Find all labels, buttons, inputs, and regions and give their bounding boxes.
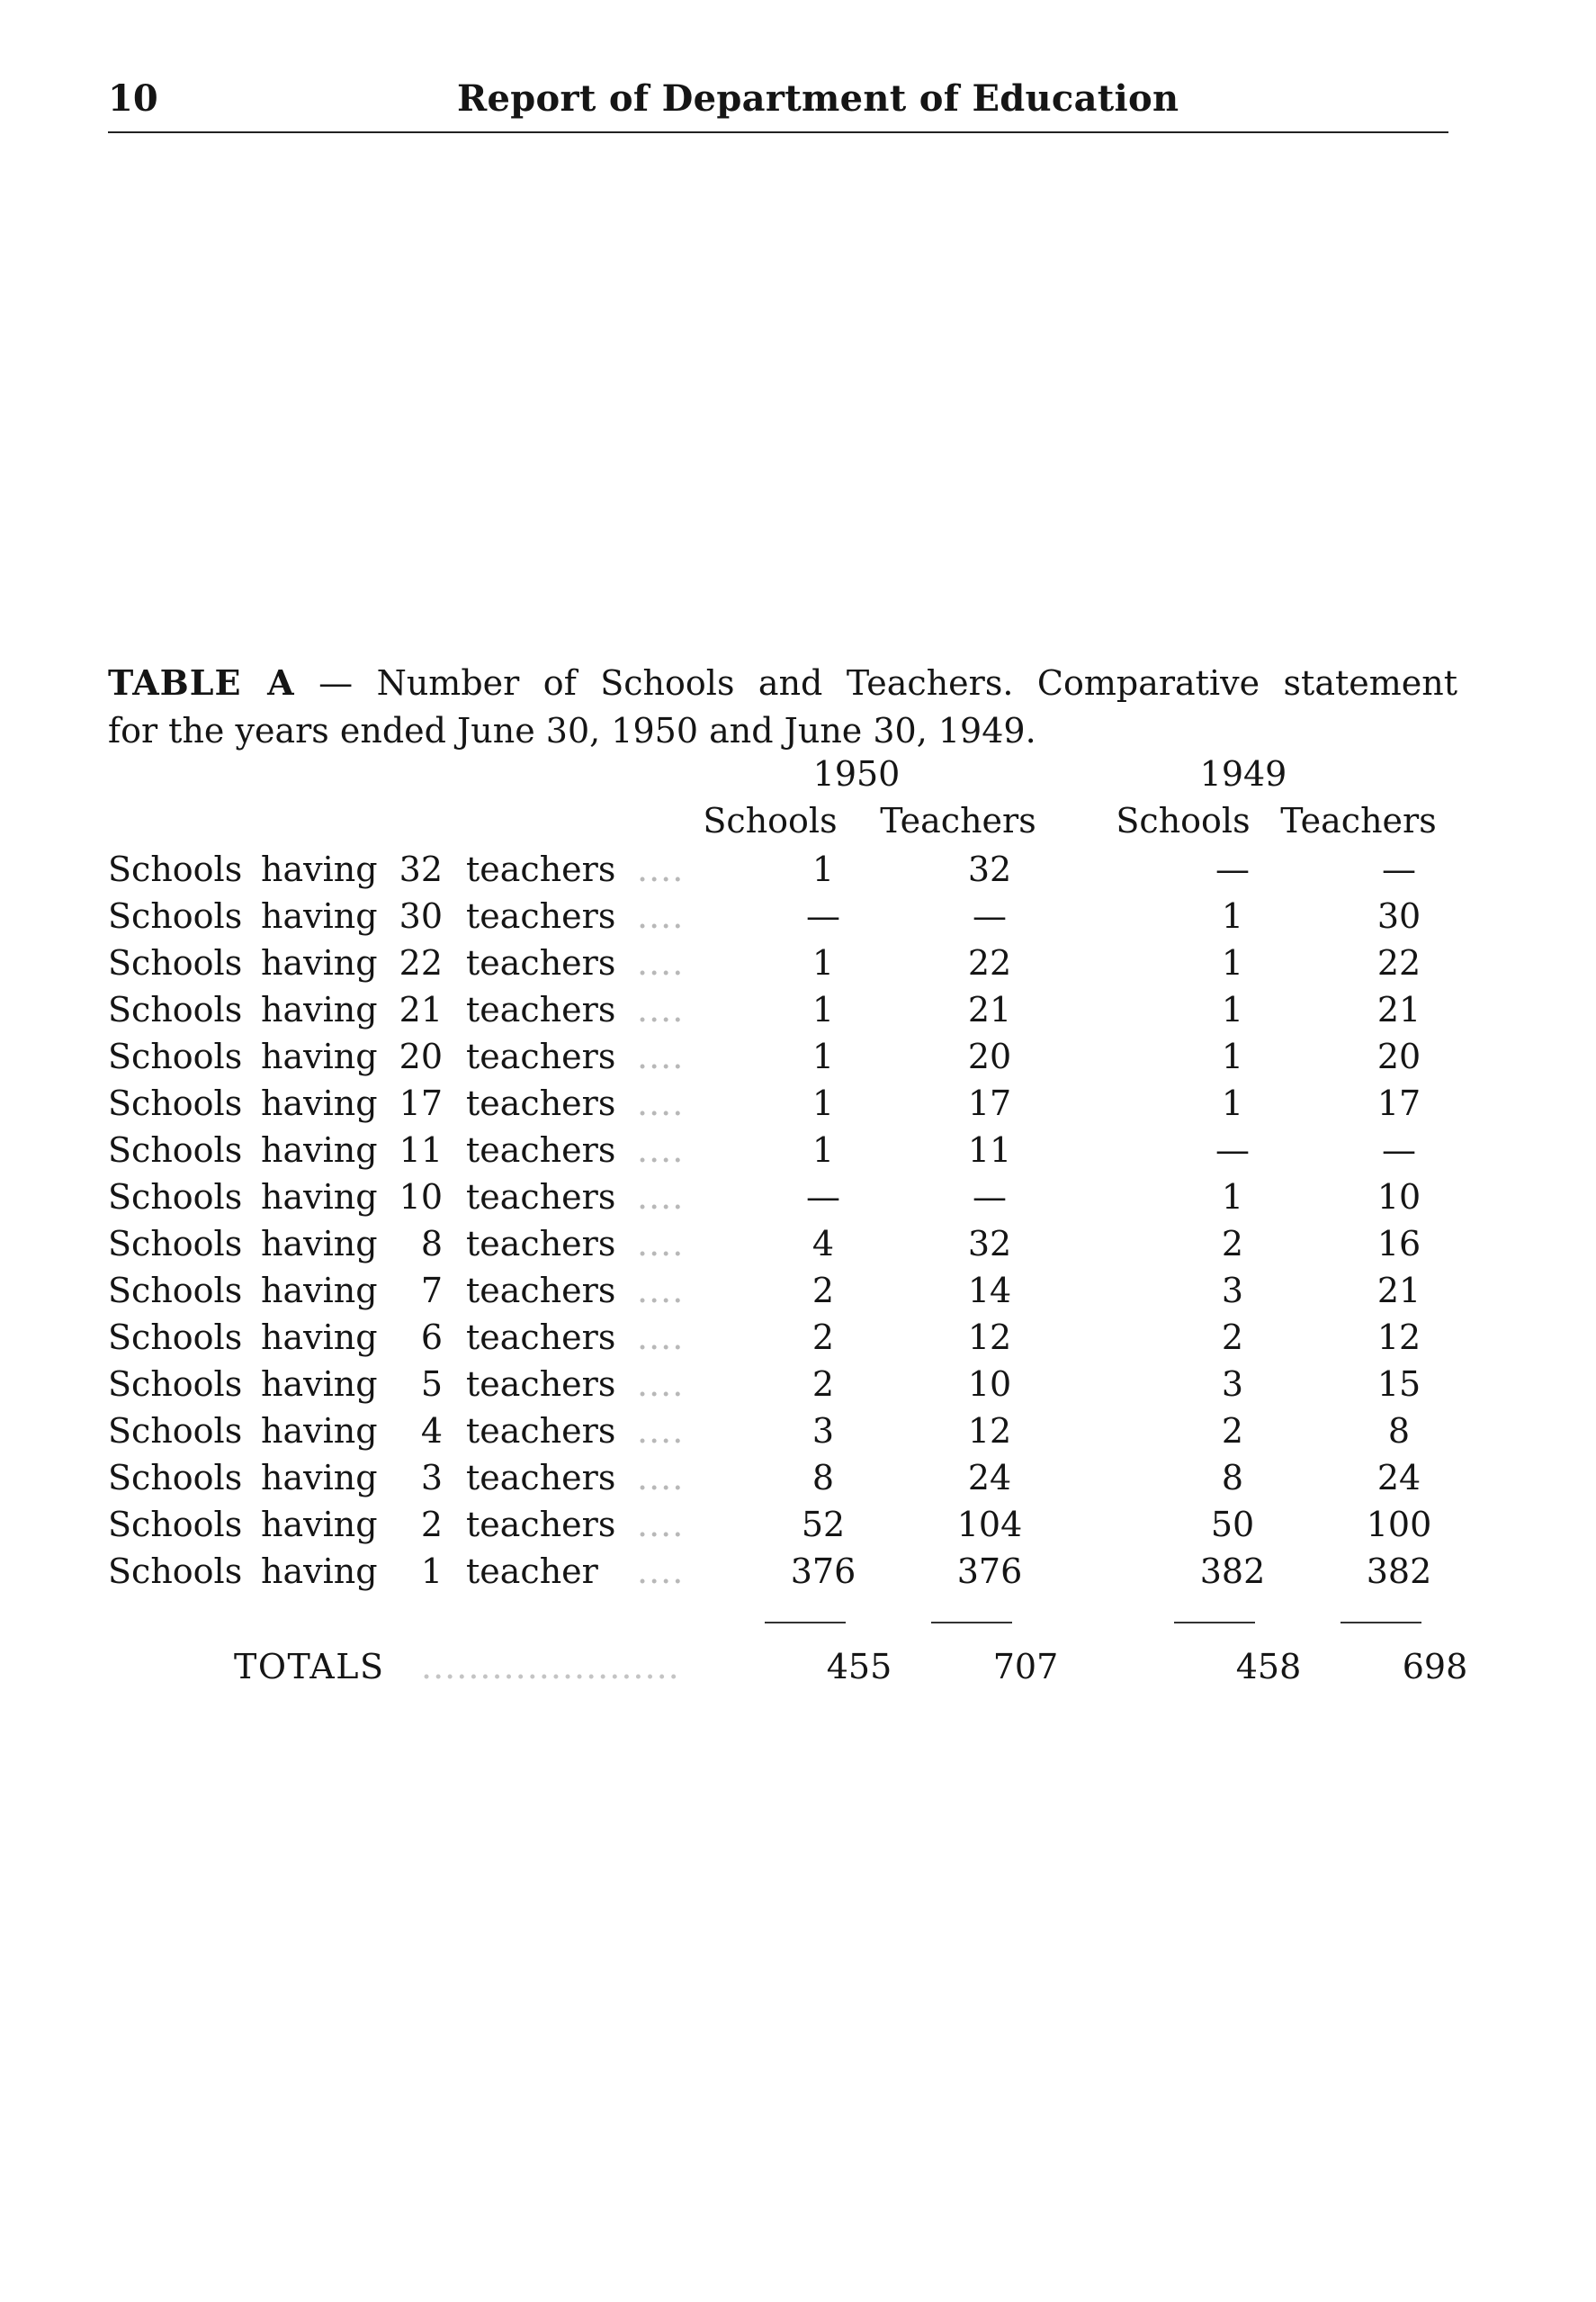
- running-head: Report of Department of Education: [457, 77, 1179, 120]
- cell-schools-1950: 2: [811, 1364, 835, 1404]
- row-label-word: Schools: [108, 1224, 243, 1263]
- totals-teachers-1950: 707: [992, 1647, 1059, 1686]
- row-label-word: Schools: [108, 850, 243, 889]
- table-row: [108, 1130, 1457, 1177]
- dot-leader: ....: [637, 1177, 685, 1217]
- table-row: [108, 896, 1457, 943]
- cell-schools-1950: 8: [811, 1458, 835, 1497]
- row-label-unit: teachers: [466, 850, 616, 889]
- dot-leader: ....: [637, 1224, 685, 1263]
- totals-label: TOTALS: [234, 1647, 385, 1686]
- row-teacher-count: 1: [420, 1551, 443, 1591]
- cell-teachers-1950: 24: [967, 1458, 1012, 1497]
- cell-schools-1950: 1: [811, 850, 835, 889]
- cell-teachers-1949: 382: [1366, 1551, 1432, 1591]
- caption-line-2: for the years ended June 30, 1950 and June 30, 1949.: [108, 711, 1036, 751]
- cell-teachers-1949: —: [1382, 1130, 1416, 1170]
- row-label-word: having: [261, 896, 378, 936]
- table-row: [108, 1177, 1457, 1224]
- cell-schools-1950: 2: [811, 1317, 835, 1357]
- row-label-word: Schools: [108, 1084, 243, 1123]
- year-heading-1950: 1950: [812, 754, 901, 794]
- cell-schools-1950: 52: [801, 1505, 846, 1544]
- row-label-word: having: [261, 1411, 378, 1451]
- year-heading-1949: 1949: [1199, 754, 1287, 794]
- row-label-word: having: [261, 943, 378, 983]
- row-label-word: having: [261, 850, 378, 889]
- row-label-unit: teachers: [466, 1130, 616, 1170]
- cell-teachers-1950: 14: [967, 1271, 1012, 1310]
- sum-rule-teachers-1949: [1340, 1622, 1421, 1623]
- table-row: [108, 850, 1457, 896]
- cell-teachers-1950: —: [973, 1177, 1007, 1217]
- row-label-word: having: [261, 1130, 378, 1170]
- row-teacher-count: 21: [399, 990, 443, 1030]
- dot-leader: ....: [637, 990, 685, 1030]
- column-header-schools-1950: Schools: [703, 801, 838, 841]
- table-row: [108, 1551, 1457, 1598]
- cell-schools-1950: 376: [790, 1551, 856, 1591]
- dot-leader: ....: [637, 1271, 685, 1310]
- dot-leader: ....: [637, 896, 685, 936]
- cell-teachers-1949: 20: [1376, 1037, 1421, 1076]
- sum-rule-schools-1950: [765, 1622, 846, 1623]
- cell-teachers-1950: 21: [967, 990, 1012, 1030]
- cell-teachers-1950: 104: [956, 1505, 1023, 1544]
- row-teacher-count: 20: [399, 1037, 443, 1076]
- row-teacher-count: 7: [420, 1271, 443, 1310]
- row-label-unit: teachers: [466, 1364, 616, 1404]
- row-label-unit: teachers: [466, 990, 616, 1030]
- row-label-word: having: [261, 1317, 378, 1357]
- cell-schools-1949: 50: [1210, 1505, 1255, 1544]
- table-row: [108, 1224, 1457, 1271]
- row-label-word: Schools: [108, 1317, 243, 1357]
- cell-teachers-1949: 100: [1366, 1505, 1432, 1544]
- row-label-word: Schools: [108, 1271, 243, 1310]
- cell-teachers-1949: 30: [1376, 896, 1421, 936]
- row-label-unit: teachers: [466, 1411, 616, 1451]
- caption-line-1: [108, 659, 1457, 707]
- cell-teachers-1950: 11: [967, 1130, 1012, 1170]
- table-row: [108, 1458, 1457, 1505]
- row-teacher-count: 2: [420, 1505, 443, 1544]
- row-label-word: Schools: [108, 1411, 243, 1451]
- cell-teachers-1950: 22: [967, 943, 1012, 983]
- row-teacher-count: 3: [420, 1458, 443, 1497]
- row-label-word: Schools: [108, 1037, 243, 1076]
- dot-leader: ....: [637, 1130, 685, 1170]
- cell-teachers-1949: 22: [1376, 943, 1421, 983]
- cell-teachers-1949: —: [1382, 850, 1416, 889]
- cell-schools-1950: 2: [811, 1271, 835, 1310]
- row-label-word: having: [261, 1551, 378, 1591]
- row-label-unit: teachers: [466, 1317, 616, 1357]
- cell-teachers-1950: 17: [967, 1084, 1012, 1123]
- table-row: [108, 1364, 1457, 1411]
- dot-leader: ....: [637, 943, 685, 983]
- row-label-unit: teachers: [466, 1224, 616, 1263]
- row-teacher-count: 32: [399, 850, 443, 889]
- dot-leader: ....: [637, 1317, 685, 1357]
- row-label-unit: teachers: [466, 1458, 616, 1497]
- row-label-word: Schools: [108, 1458, 243, 1497]
- cell-teachers-1950: 12: [967, 1411, 1012, 1451]
- cell-teachers-1949: 10: [1376, 1177, 1421, 1217]
- dot-leader: ....: [637, 1364, 685, 1404]
- cell-schools-1949: 2: [1221, 1411, 1244, 1451]
- row-label-unit: teacher: [466, 1551, 598, 1591]
- cell-schools-1950: 4: [811, 1224, 835, 1263]
- cell-teachers-1949: 16: [1376, 1224, 1421, 1263]
- cell-schools-1950: 1: [811, 990, 835, 1030]
- cell-schools-1949: 382: [1199, 1551, 1266, 1591]
- cell-schools-1950: —: [806, 896, 840, 936]
- row-label-unit: teachers: [466, 1037, 616, 1076]
- column-header-teachers-1949: Teachers: [1280, 801, 1437, 841]
- row-teacher-count: 22: [399, 943, 443, 983]
- dot-leader: ....: [637, 1458, 685, 1497]
- table-row: [108, 1411, 1457, 1458]
- cell-schools-1949: 3: [1221, 1271, 1244, 1310]
- cell-schools-1949: 1: [1221, 1177, 1244, 1217]
- cell-schools-1950: 1: [811, 1037, 835, 1076]
- cell-schools-1949: 8: [1221, 1458, 1244, 1497]
- table-row: [108, 1084, 1457, 1130]
- sum-rule-schools-1949: [1174, 1622, 1255, 1623]
- cell-schools-1949: 2: [1221, 1317, 1244, 1357]
- row-label-word: having: [261, 1364, 378, 1404]
- cell-teachers-1950: 32: [967, 1224, 1012, 1263]
- table-row: [108, 943, 1457, 990]
- cell-schools-1949: 1: [1221, 896, 1244, 936]
- row-label-word: Schools: [108, 1130, 243, 1170]
- cell-teachers-1949: 24: [1376, 1458, 1421, 1497]
- row-label-unit: teachers: [466, 943, 616, 983]
- cell-schools-1950: 3: [811, 1411, 835, 1451]
- cell-schools-1949: 1: [1221, 990, 1244, 1030]
- row-label-word: Schools: [108, 990, 243, 1030]
- row-label-word: having: [261, 1084, 378, 1123]
- cell-teachers-1949: 8: [1387, 1411, 1411, 1451]
- row-label-word: having: [261, 1037, 378, 1076]
- row-label-word: having: [261, 1224, 378, 1263]
- row-label-unit: teachers: [466, 1271, 616, 1310]
- table-row: [108, 1317, 1457, 1364]
- row-teacher-count: 11: [399, 1130, 443, 1170]
- cell-teachers-1950: 376: [956, 1551, 1023, 1591]
- row-label-word: Schools: [108, 943, 243, 983]
- table-row: [108, 990, 1457, 1037]
- row-label-unit: teachers: [466, 1084, 616, 1123]
- row-teacher-count: 30: [399, 896, 443, 936]
- row-label-unit: teachers: [466, 896, 616, 936]
- row-label-word: Schools: [108, 1505, 243, 1544]
- row-label-unit: teachers: [466, 1177, 616, 1217]
- row-label-word: Schools: [108, 1177, 243, 1217]
- dot-leader: ....: [637, 1505, 685, 1544]
- cell-teachers-1949: 17: [1376, 1084, 1421, 1123]
- column-header-schools-1949: Schools: [1116, 801, 1251, 841]
- totals-teachers-1949: 698: [1402, 1647, 1468, 1686]
- row-label-word: having: [261, 1271, 378, 1310]
- row-label-word: having: [261, 1505, 378, 1544]
- cell-schools-1949: 2: [1221, 1224, 1244, 1263]
- row-label-word: having: [261, 990, 378, 1030]
- cell-schools-1950: 1: [811, 943, 835, 983]
- cell-schools-1950: —: [806, 1177, 840, 1217]
- sum-rule-teachers-1950: [931, 1622, 1012, 1623]
- row-teacher-count: 5: [420, 1364, 443, 1404]
- row-teacher-count: 10: [399, 1177, 443, 1217]
- cell-schools-1949: 3: [1221, 1364, 1244, 1404]
- table-row: [108, 1505, 1457, 1551]
- cell-teachers-1949: 21: [1376, 1271, 1421, 1310]
- cell-schools-1949: 1: [1221, 1084, 1244, 1123]
- row-teacher-count: 6: [420, 1317, 443, 1357]
- totals-schools-1949: 458: [1235, 1647, 1302, 1686]
- row-label-word: having: [261, 1177, 378, 1217]
- dot-leader: ....: [637, 1551, 685, 1591]
- dot-leader: ....: [637, 850, 685, 889]
- dot-leader: ....: [637, 1411, 685, 1451]
- cell-schools-1950: 1: [811, 1084, 835, 1123]
- cell-teachers-1950: 20: [967, 1037, 1012, 1076]
- caption-title: — Number of Schools and Teachers. Comparative statement: [294, 663, 1457, 703]
- cell-schools-1950: 1: [811, 1130, 835, 1170]
- cell-schools-1949: 1: [1221, 943, 1244, 983]
- table-row: [108, 1271, 1457, 1317]
- cell-schools-1949: 1: [1221, 1037, 1244, 1076]
- cell-teachers-1950: —: [973, 896, 1007, 936]
- table-row: [108, 1037, 1457, 1084]
- cell-schools-1949: —: [1215, 1130, 1250, 1170]
- page-number: 10: [108, 77, 158, 120]
- row-label-word: Schools: [108, 1364, 243, 1404]
- page-header: [108, 77, 1448, 133]
- row-label-word: Schools: [108, 896, 243, 936]
- row-teacher-count: 4: [420, 1411, 443, 1451]
- cell-teachers-1950: 32: [967, 850, 1012, 889]
- row-teacher-count: 8: [420, 1224, 443, 1263]
- cell-teachers-1950: 10: [967, 1364, 1012, 1404]
- cell-teachers-1949: 12: [1376, 1317, 1421, 1357]
- table-caption: [108, 659, 1457, 755]
- cell-schools-1949: —: [1215, 850, 1250, 889]
- cell-teachers-1950: 12: [967, 1317, 1012, 1357]
- row-teacher-count: 17: [399, 1084, 443, 1123]
- column-header-teachers-1950: Teachers: [880, 801, 1036, 841]
- row-label-unit: teachers: [466, 1505, 616, 1544]
- totals-schools-1950: 455: [826, 1647, 892, 1686]
- row-label-word: Schools: [108, 1551, 243, 1591]
- dot-leader: ....: [637, 1084, 685, 1123]
- cell-teachers-1949: 21: [1376, 990, 1421, 1030]
- row-label-word: having: [261, 1458, 378, 1497]
- dot-leader: ....: [637, 1037, 685, 1076]
- cell-teachers-1949: 15: [1376, 1364, 1421, 1404]
- table-label: TABLE A: [108, 662, 295, 703]
- totals-leader: ......................: [421, 1647, 680, 1686]
- totals-row: [108, 1647, 1468, 1694]
